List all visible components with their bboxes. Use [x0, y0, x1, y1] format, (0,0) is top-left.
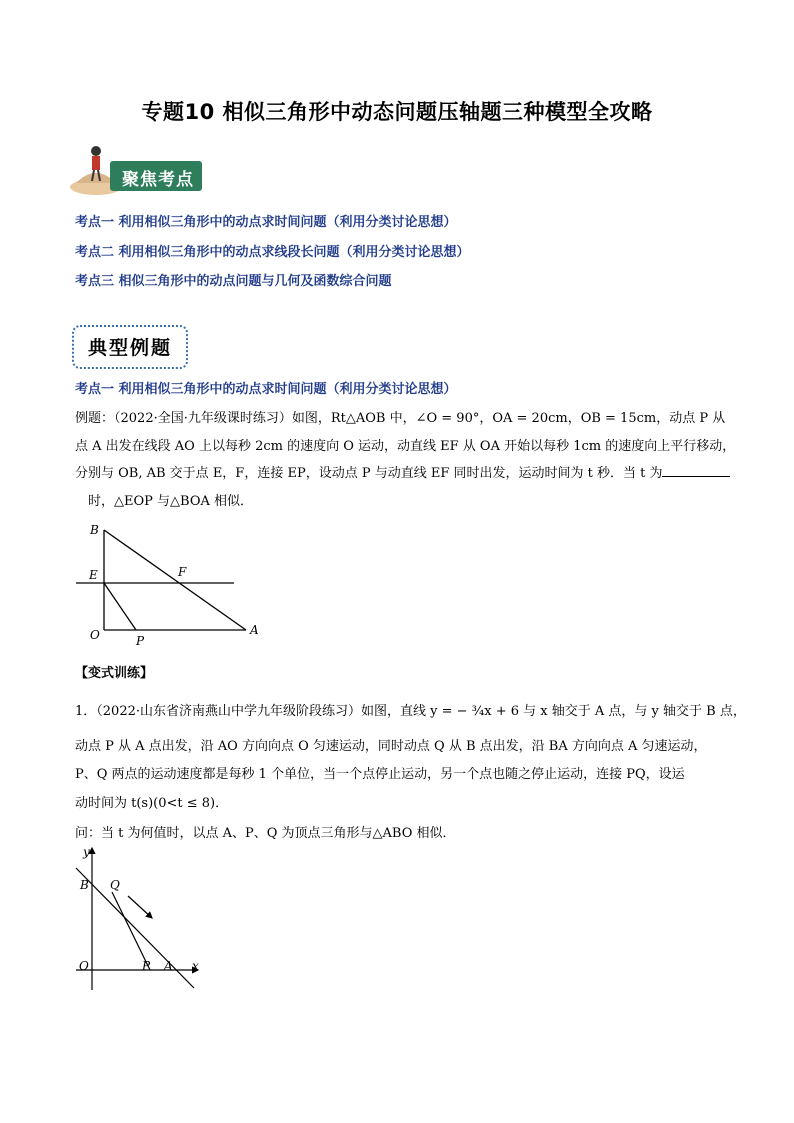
- variant-label: 【变式训练】: [75, 666, 154, 681]
- focus-tag: [110, 161, 202, 191]
- label-O: O: [90, 628, 100, 642]
- label-B: B: [80, 878, 89, 892]
- label-P: P: [142, 959, 151, 973]
- label-x: x: [192, 959, 199, 973]
- label-A: A: [250, 623, 259, 637]
- label-Q: Q: [110, 878, 120, 892]
- label-B: B: [90, 523, 99, 537]
- label-E: E: [89, 568, 98, 582]
- key-point-2: 考点二 利用相似三角形中的动点求线段长问题（利用分类讨论思想）: [75, 245, 470, 260]
- section-heading: 考点一 利用相似三角形中的动点求时间问题（利用分类讨论思想）: [75, 382, 457, 397]
- segment-EP: [104, 583, 136, 630]
- examples-box: [72, 325, 188, 369]
- label-P: P: [136, 634, 145, 648]
- key-point-1: 考点一 利用相似三角形中的动点求时间问题（利用分类讨论思想）: [75, 215, 457, 230]
- examples-label: 典型例题: [88, 337, 173, 359]
- problem-line-5: 问：当 t 为何值时，以点 A、P、Q 为顶点三角形与△ABO 相似．: [75, 826, 456, 841]
- example-line-4: 时，△EOP 与△BOA 相似．: [88, 494, 253, 509]
- answer-blank: [662, 464, 730, 477]
- label-O: O: [79, 959, 89, 973]
- problem-line-1: 1．（2022·山东省济南燕山中学九年级阶段练习）如图，直线 y = − ¾x + 6 与 x 轴交于 A 点，与 y 轴交于 B 点，: [75, 704, 746, 719]
- example-line-2: 点 A 出发在线段 AO 上以每秒 2cm 的速度向 O 运动，动直线 EF 从 OA 开始以每秒 1cm 的速度向上平行移动，: [75, 439, 736, 454]
- problem-line-4: 动时间为 t(s)(0<t ≤ 8)．: [75, 796, 229, 811]
- direction-arrow: [128, 896, 152, 918]
- focus-label: 聚焦考点: [122, 170, 194, 190]
- label-y: y: [83, 845, 90, 859]
- example-line-1: 例题：（2022·全国·九年级课时练习）如图，Rt△AOB 中，∠O = 90°，OA = 20cm，OB = 15cm，动点 P 从: [75, 411, 726, 426]
- triangle-figure-1: [70, 518, 270, 653]
- example-line-3: 分别与 OB, AB 交于点 E，F，连接 EP，设动点 P 与动直线 EF 同时出发，运动时间为 t 秒．当 t 为: [75, 462, 730, 481]
- label-A: A: [164, 959, 173, 973]
- label-F: F: [178, 565, 187, 579]
- problem-line-3: P、Q 两点的运动速度都是每秒 1 个单位，当一个点停止运动，另一个点也随之停止运动，连接 PQ，设运: [75, 767, 685, 782]
- coordinate-figure-2: [72, 842, 212, 997]
- key-point-3: 考点三 相似三角形中的动点问题与几何及函数综合问题: [75, 274, 392, 289]
- page-title: 专题10 相似三角形中动态问题压轴题三种模型全攻略: [141, 100, 653, 124]
- problem-line-2: 动点 P 从 A 点出发，沿 AO 方向向点 O 匀速运动，同时动点 Q 从 B 点出发，沿 BA 方向向点 A 匀速运动，: [75, 739, 707, 754]
